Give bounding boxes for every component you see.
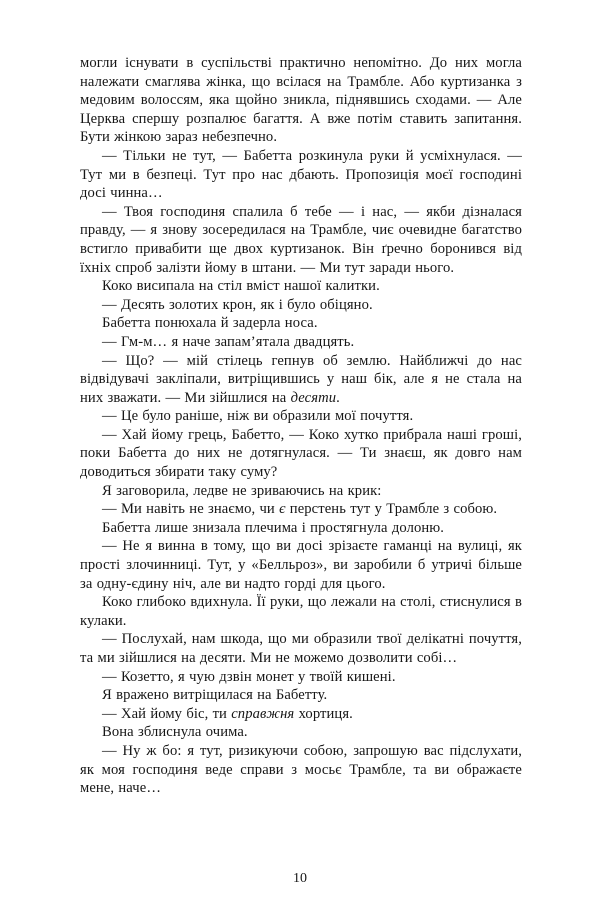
- paragraph: [80, 333, 522, 352]
- paragraph: [80, 519, 522, 538]
- text-segment: — Десять золотих крон, як і було обіцяно.: [102, 296, 373, 313]
- text-segment: десяти: [290, 389, 337, 406]
- paragraph: [80, 630, 522, 667]
- text-segment: .: [336, 389, 340, 406]
- paragraph: [80, 723, 522, 742]
- paragraph: [80, 482, 522, 501]
- text-segment: Вона зблиснула очима.: [102, 724, 248, 741]
- text-segment: — Ну ж бо: я тут, ризикуючи собою, запрошую вас підслухати, як моя господиня веде справи з мосьє Трамбле, та ви ображаєте мене, наче…: [80, 742, 522, 797]
- text-segment: могли існувати в суспільстві практично непомітно. До них могла належати смаглява жінка, що всілася на Трамбле. Або куртизанка з медовим волоссям, яка щойно зникла, піднявшись сходами. — Але Церква спершу розпалює багаття. А вже потім ставить запитання. Бути жінкою зараз небезпечно.: [80, 55, 522, 146]
- paragraph: [80, 352, 522, 408]
- text-segment: — Козетто, я чую дзвін монет у твоїй кишені.: [102, 668, 396, 685]
- text-segment: — Що? — мій стілець гепнув об землю. Найближчі до нас відвідувачі закліпали, витріщившись у наш бік, але я не стала на них зважати. — Ми зійшлися на: [80, 352, 522, 406]
- text-segment: — Ми навіть не знаємо, чи: [102, 501, 280, 518]
- paragraph: [80, 500, 522, 519]
- text-segment: Бабетта лише знизала плечима і простягнула долоню.: [102, 519, 445, 536]
- paragraph: [80, 203, 522, 277]
- paragraph: [80, 407, 522, 426]
- paragraph: [80, 705, 522, 724]
- text-segment: — Тільки не тут, — Бабетта розкинула руки й усміхнулася. — Тут ми в безпеці. Тут про нас дбають. Пропозиція моєї господині досі чинна…: [80, 147, 522, 202]
- text-segment: перстень тут у Трамбле з собою.: [285, 501, 498, 518]
- text-segment: — Послухай, нам шкода, що ми образили твої делікатні почуття, та ми зійшлися на десяти. Ми не можемо дозволити собі…: [80, 631, 522, 666]
- paragraph: [80, 426, 522, 482]
- text-segment: — Хай йому грець, Бабетто, — Коко хутко прибрала наші гроші, поки Бабетта до них не дотягнулася. — Ти знаєш, як довго нам доводиться збирати таку суму?: [80, 426, 522, 481]
- text-segment: Коко глибоко вдихнула. Її руки, що лежали на столі, стиснулися в кулаки.: [80, 594, 522, 629]
- paragraph: [80, 593, 522, 630]
- paragraph: [80, 277, 522, 296]
- text-segment: є: [279, 501, 286, 518]
- text-segment: — Це було раніше, ніж ви образили мої почуття.: [102, 408, 414, 425]
- paragraph: [80, 314, 522, 333]
- text-segment: — Не я винна в тому, що ви досі зрізаєте гаманці на вулиці, як прості злочинниці. Тут, у «Белльроз», ви заробили б утричі більше за одну-єдину ніч, але ви надто горді для цього.: [80, 538, 522, 592]
- text-segment: Бабетта понюхала й задерла носа.: [102, 315, 318, 332]
- paragraph: [80, 686, 522, 705]
- text-segment: — Гм-м… я наче запам’ятала двадцять.: [102, 333, 355, 350]
- paragraph: [80, 537, 522, 593]
- paragraph: [80, 296, 522, 315]
- text-segment: Я заговорила, ледве не зриваючись на крик:: [102, 482, 382, 499]
- page-number: 10: [293, 871, 307, 886]
- text-segment: Я вражено витріщилася на Бабетту.: [102, 687, 328, 704]
- text-block: [80, 54, 522, 798]
- text-segment: — Хай йому біс, ти: [102, 705, 232, 722]
- paragraph: [80, 742, 522, 798]
- text-segment: хортиця.: [294, 705, 353, 722]
- text-segment: справжня: [231, 705, 295, 722]
- paragraph: [80, 668, 522, 687]
- text-segment: Коко висипала на стіл вміст нашої калитки.: [102, 278, 380, 295]
- paragraph: [80, 147, 522, 203]
- text-segment: — Твоя господиня спалила б тебе — і нас, — якби дізналася правду, — я знову зосередилася на Трамбле, чиє очевидне багатство встигло привабити ще двох куртизанок. Він ґречно боронився від їхніх спроб залізти йому в штани. — Ми тут заради нього.: [80, 203, 522, 276]
- paragraph: [80, 54, 522, 147]
